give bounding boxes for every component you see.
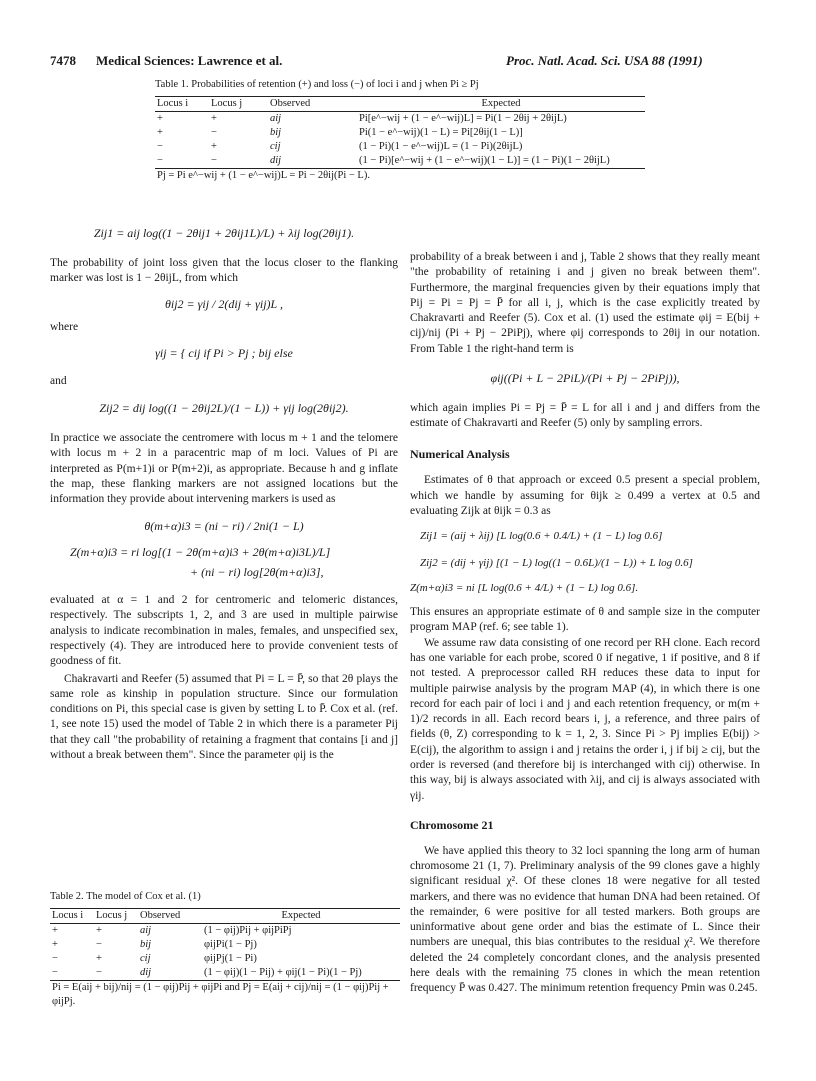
table-cell: − [157,154,163,166]
paragraph: We have applied this theory to 32 loci spanning the long arm of human chromosome 21 (1, 7). Preliminary analysis of the 99 clones gave a highly significant residual χ². Of these clones 18 were negative for all tested markers, and there was no evidence that human DNA had been retained. Of the remainder, 6 were positive for all tested markers. Both groups are uninformative about gene order and bias the estimate of L. Since their numbers are unequal, this bias contributes to the residual χ². We therefore deleted the 24 completely concordant clones, and the analysis presented here deals with the remaining 75 clones in which the mean retention frequency P̄ was 0.427. The minimum retention frequency Pmin was 0.245. [410,844,760,995]
equation-theta-flank: θ(m+α)i3 = (ni − ri) / 2ni(1 − L) [144,519,304,534]
table-1-caption: Table 1. Probabilities of retention (+) and loss (−) of loci i and j when Pi ≥ Pj [155,79,479,90]
table-row [50,938,400,952]
table-1-grid [155,96,645,183]
table-cell: − [96,938,102,950]
table-cell: Pi[e^−wij + (1 − e^−wij)L] = Pi(1 − 2θij + 2θijL) [359,112,567,124]
and-label: and [50,374,67,387]
table-cell: + [96,924,102,936]
table-2-caption: Table 2. The model of Cox et al. (1) [50,891,201,902]
table-cell: (1 − φij)Pij + φijPiPj [204,924,292,936]
table-2-footnote: Pi = E(aij + bij)/nij = (1 − φij)Pij + φijPi and Pj = E(aij + cij)/nij = (1 − φij)Pij + φijPj. [52,981,389,1007]
paragraph: We assume raw data consisting of one record per RH clone. Each record has one variable for each probe, scored 0 if negative, 1 if positive, and 8 if not tested. A preprocessor called RH reduces these data to input for multiple pairwise analysis by the program MAP (4), in which there is one record for each pair of loci i and j and each retention frequency, or m(m + 1)/2 records in all. Each record bears i, j, a reference, and three pairs of fields (θ, Z) corresponding to k = 1, 2, 3. Since Pi > Pj implies E(bij) > E(cij), the algorithm to assign i and j retains the order i, j if bij ≥ cij, but the order is reversed (and therefore bij is interchanged with cij) otherwise. In this way, bij is always associated with λij, and cij is always associated with γij. [410,636,760,802]
left-column [50,218,398,763]
table-row [155,126,645,140]
table-1-footnote: Pj = Pi e^−wij + (1 − e^−wij)L = Pi − 2θij(Pi − L). [157,169,370,181]
paragraph: Estimates of θ that approach or exceed 0.5 present a special problem, which we handle by assuming for θijk ≥ 0.499 a vertex at 0.5 and evaluating Zijk at θijk = 0.3 as [410,474,760,517]
equation-z-flank: Z(m+α)i3 = ri log[(1 − 2θ(m+α)i3 + 2θ(m+α)i3L)/L] [70,545,331,560]
table-cell: cij [140,952,151,964]
table-1-header: Observed [270,97,311,109]
equation-gamma-ij: γij = { cij if Pi > Pj ; bij else [155,345,293,360]
table-cell: + [52,924,58,936]
table-row [155,140,645,154]
table-cell: φijPj(1 − Pi) [204,952,257,964]
table-cell: φijPi(1 − Pj) [204,938,257,950]
paragraph: This ensures an appropriate estimate of θ and sample size in the computer program MAP (ref. 6; see table 1). [410,606,760,634]
table-cell: bij [270,126,282,138]
table-1 [155,78,645,183]
equation-z-flank-vertex: Z(m+α)i3 = ni [L log(0.6 + 4/L) + (1 − L) log 0.6]. [410,581,639,594]
table-cell: − [211,126,217,138]
table-cell: − [52,966,58,978]
right-column [410,250,760,997]
table-cell: + [157,126,163,138]
page-number: 7478 [50,53,76,68]
table-cell: Pi(1 − e^−wij)(1 − L) = Pi[2θij(1 − L)] [359,126,523,138]
running-head-journal: Proc. Natl. Acad. Sci. USA 88 (1991) [506,53,703,68]
equation-phi-ij: φij((Pi + L − 2PiL)/(Pi + Pj − 2PiPj)), [490,370,680,385]
table-cell: − [96,966,102,978]
equation-zij2: Zij2 = dij log((1 − 2θij2L)/(1 − L)) + γij log(2θij2). [99,400,349,415]
equation-theta-ij2: θij2 = γij / 2(dij + γij)L , [164,296,283,311]
table-cell: + [211,140,217,152]
table-2-grid [50,908,400,1009]
table-2-header: Expected [281,909,321,921]
table-cell: (1 − φij)(1 − Pij) + φij(1 − Pi)(1 − Pj) [204,966,362,978]
equation-zij1: Zij1 = aij log((1 − 2θij1 + 2θij1L)/L) + λij log(2θij1). [93,226,355,240]
paragraph: The probability of joint loss given that the locus closer to the flanking marker was lost is 1 − 2θijL, from which [50,256,398,285]
equation-zij2-vertex: Zij2 = (dij + γij) [(1 − L) log((1 − 0.6L)/(1 − L)) + L log 0.6] [420,556,693,569]
table-1-header: Expected [481,97,521,109]
paragraph: which again implies Pi = Pj = P̄ = L for all i and j and differs from the estimate of Chakravarti and Reefer (5) only by sampling errors. [410,401,760,430]
table-cell: − [211,154,217,166]
table-cell: dij [140,966,152,978]
table-cell: aij [270,112,282,124]
table-cell: (1 − Pi)[e^−wij + (1 − e^−wij)(1 − L)] = (1 − Pi)(1 − 2θijL) [359,154,610,166]
table-row [50,923,400,937]
table-2-header: Observed [140,909,181,921]
paragraph: evaluated at α = 1 and 2 for centromeric and telomeric distances, respectively. The subscripts 1, 2, and 3 are used in multiple pairwise analysis to indicate recombination in males, females, and unspecified sex, respectively (4). They are introduced here to provide convenient tests of goodness of fit. [50,594,398,668]
table-2-header: Locus i [52,909,84,921]
paragraph: probability of a break between i and j, Table 2 shows that they really meant "the probability of retaining i and j given no break between them". Furthermore, the marginal frequencies given by their equations imply that Pij = Pi = Pj = P̄ for all i, j, which is the case explicitly treated by Chakravarti and Reefer (5). Cox et al. (1) used the estimate φij = E(bij + cij)/nij (Pi + Pj − 2PiPj), where φij corresponds to 2θij in our notation. From Table 1 the right-hand term is [410,251,760,355]
table-cell: + [52,938,58,950]
table-cell: dij [270,154,282,166]
where-label: where [50,321,79,334]
table-cell: bij [140,938,152,950]
table-cell: + [96,952,102,964]
table-cell: (1 − Pi)(1 − e^−wij)L = (1 − Pi)(2θijL) [359,140,523,152]
table-2-header: Locus j [96,909,128,921]
paragraph: In practice we associate the centromere with locus m + 1 and the telomere with locus m + 2 in a paracentric map of m loci. Values of Pi are interpreted as P(m+1)i or P(m+2)i, as appropriate. Because h and g inflate the map, these flanking markers are not assigned locations but the information they provide about intervening markers is used as [50,431,398,506]
table-row [155,154,645,168]
table-1-header: Locus i [157,97,189,109]
table-2 [50,890,400,1009]
equation-zij1-vertex: Zij1 = (aij + λij) [L log(0.6 + 0.4/L) + (1 − L) log 0.6] [420,530,663,543]
table-cell: + [211,112,217,124]
table-cell: − [52,952,58,964]
section-heading-chromosome-21: Chromosome 21 [410,817,494,832]
running-head-section: Medical Sciences: Lawrence et al. [96,53,283,68]
table-row [50,966,400,980]
section-heading-numerical-analysis: Numerical Analysis [410,447,510,462]
table-1-header: Locus j [211,97,243,109]
table-row [155,111,645,125]
table-cell: − [157,140,163,152]
table-cell: aij [140,924,152,936]
table-cell: cij [270,140,281,152]
table-cell: + [157,112,163,124]
paragraph: Chakravarti and Reefer (5) assumed that Pi = L = P̄, so that 2θ plays the same role as kinship in population structure. Since our formulation conditions on Pi, this special case is given by setting L to P̄. Cox et al. (ref. 1, see note 15) used the model of Table 2 in which there is a parameter Pij that they call "the probability of retaining a fragment that contains [i and j] without a break between them". Since the parameter φij is the [50,672,398,762]
equation-z-flank-continued: + (ni − ri) log[2θ(m+α)i3], [190,565,324,580]
table-row [50,952,400,966]
